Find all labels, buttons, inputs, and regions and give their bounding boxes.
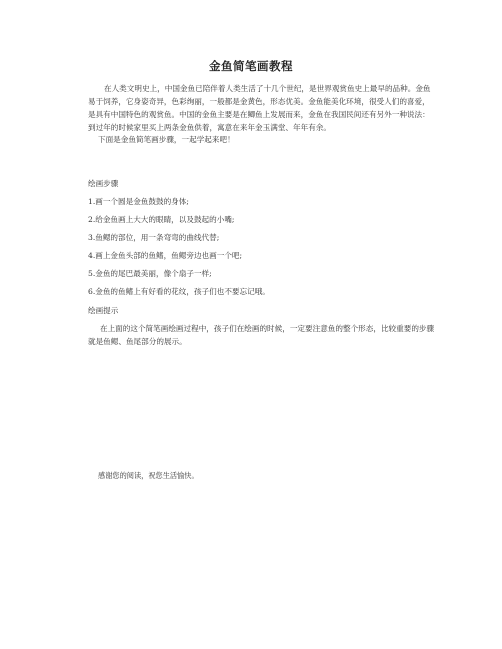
closing-note: 感谢您的阅读，祝您生活愉快。 bbox=[98, 471, 199, 480]
step-item: 3.鱼鳃的部位，用一条弯弯的曲线代替; bbox=[88, 233, 220, 242]
step-item: 6.金鱼的鱼鳍上有好看的花纹，孩子们也不要忘记哦。 bbox=[88, 287, 270, 296]
tips-heading: 绘画提示 bbox=[88, 306, 119, 315]
document-title: 金鱼简笔画教程 bbox=[209, 59, 293, 73]
tips-paragraph: 在上面的这个简笔画绘画过程中，孩子们在绘画的时候，一定要注意鱼的整个形态，比较重要的步骤就是鱼鳃、鱼尾部分的展示。 bbox=[88, 324, 435, 346]
step-item: 2.给金鱼画上大大的眼睛，以及鼓起的小嘴; bbox=[88, 215, 235, 224]
step-item: 1.画一个圆是金鱼鼓鼓的身体; bbox=[88, 197, 189, 206]
step-item: 4.画上金鱼头部的鱼鳍，鱼鳃旁边也画一个吧; bbox=[88, 251, 243, 260]
steps-heading: 绘画步骤 bbox=[88, 179, 119, 188]
lead-sentence: 下面是金鱼简笔画步骤，一起学起来吧！ bbox=[98, 135, 235, 144]
step-item: 5.金鱼的尾巴最美丽，像个扇子一样; bbox=[88, 269, 212, 278]
intro-paragraph: 在人类文明史上，中国金鱼已陪伴着人类生活了十几个世纪，是世界观赏鱼史上最早的品种。金鱼易于饲养，它身姿奇异，色彩绚丽，一般都是金黄色，形态优美。金鱼能美化环境，很受人们的喜爱，是具有中国特色的观赏鱼。中国的金鱼主要是在鲫鱼上发展而来，金鱼在我国民间还有另外一种说法：到过年的时候家里买上两条金鱼供着，寓意在来年金玉满堂、年年有余。 bbox=[88, 84, 431, 132]
